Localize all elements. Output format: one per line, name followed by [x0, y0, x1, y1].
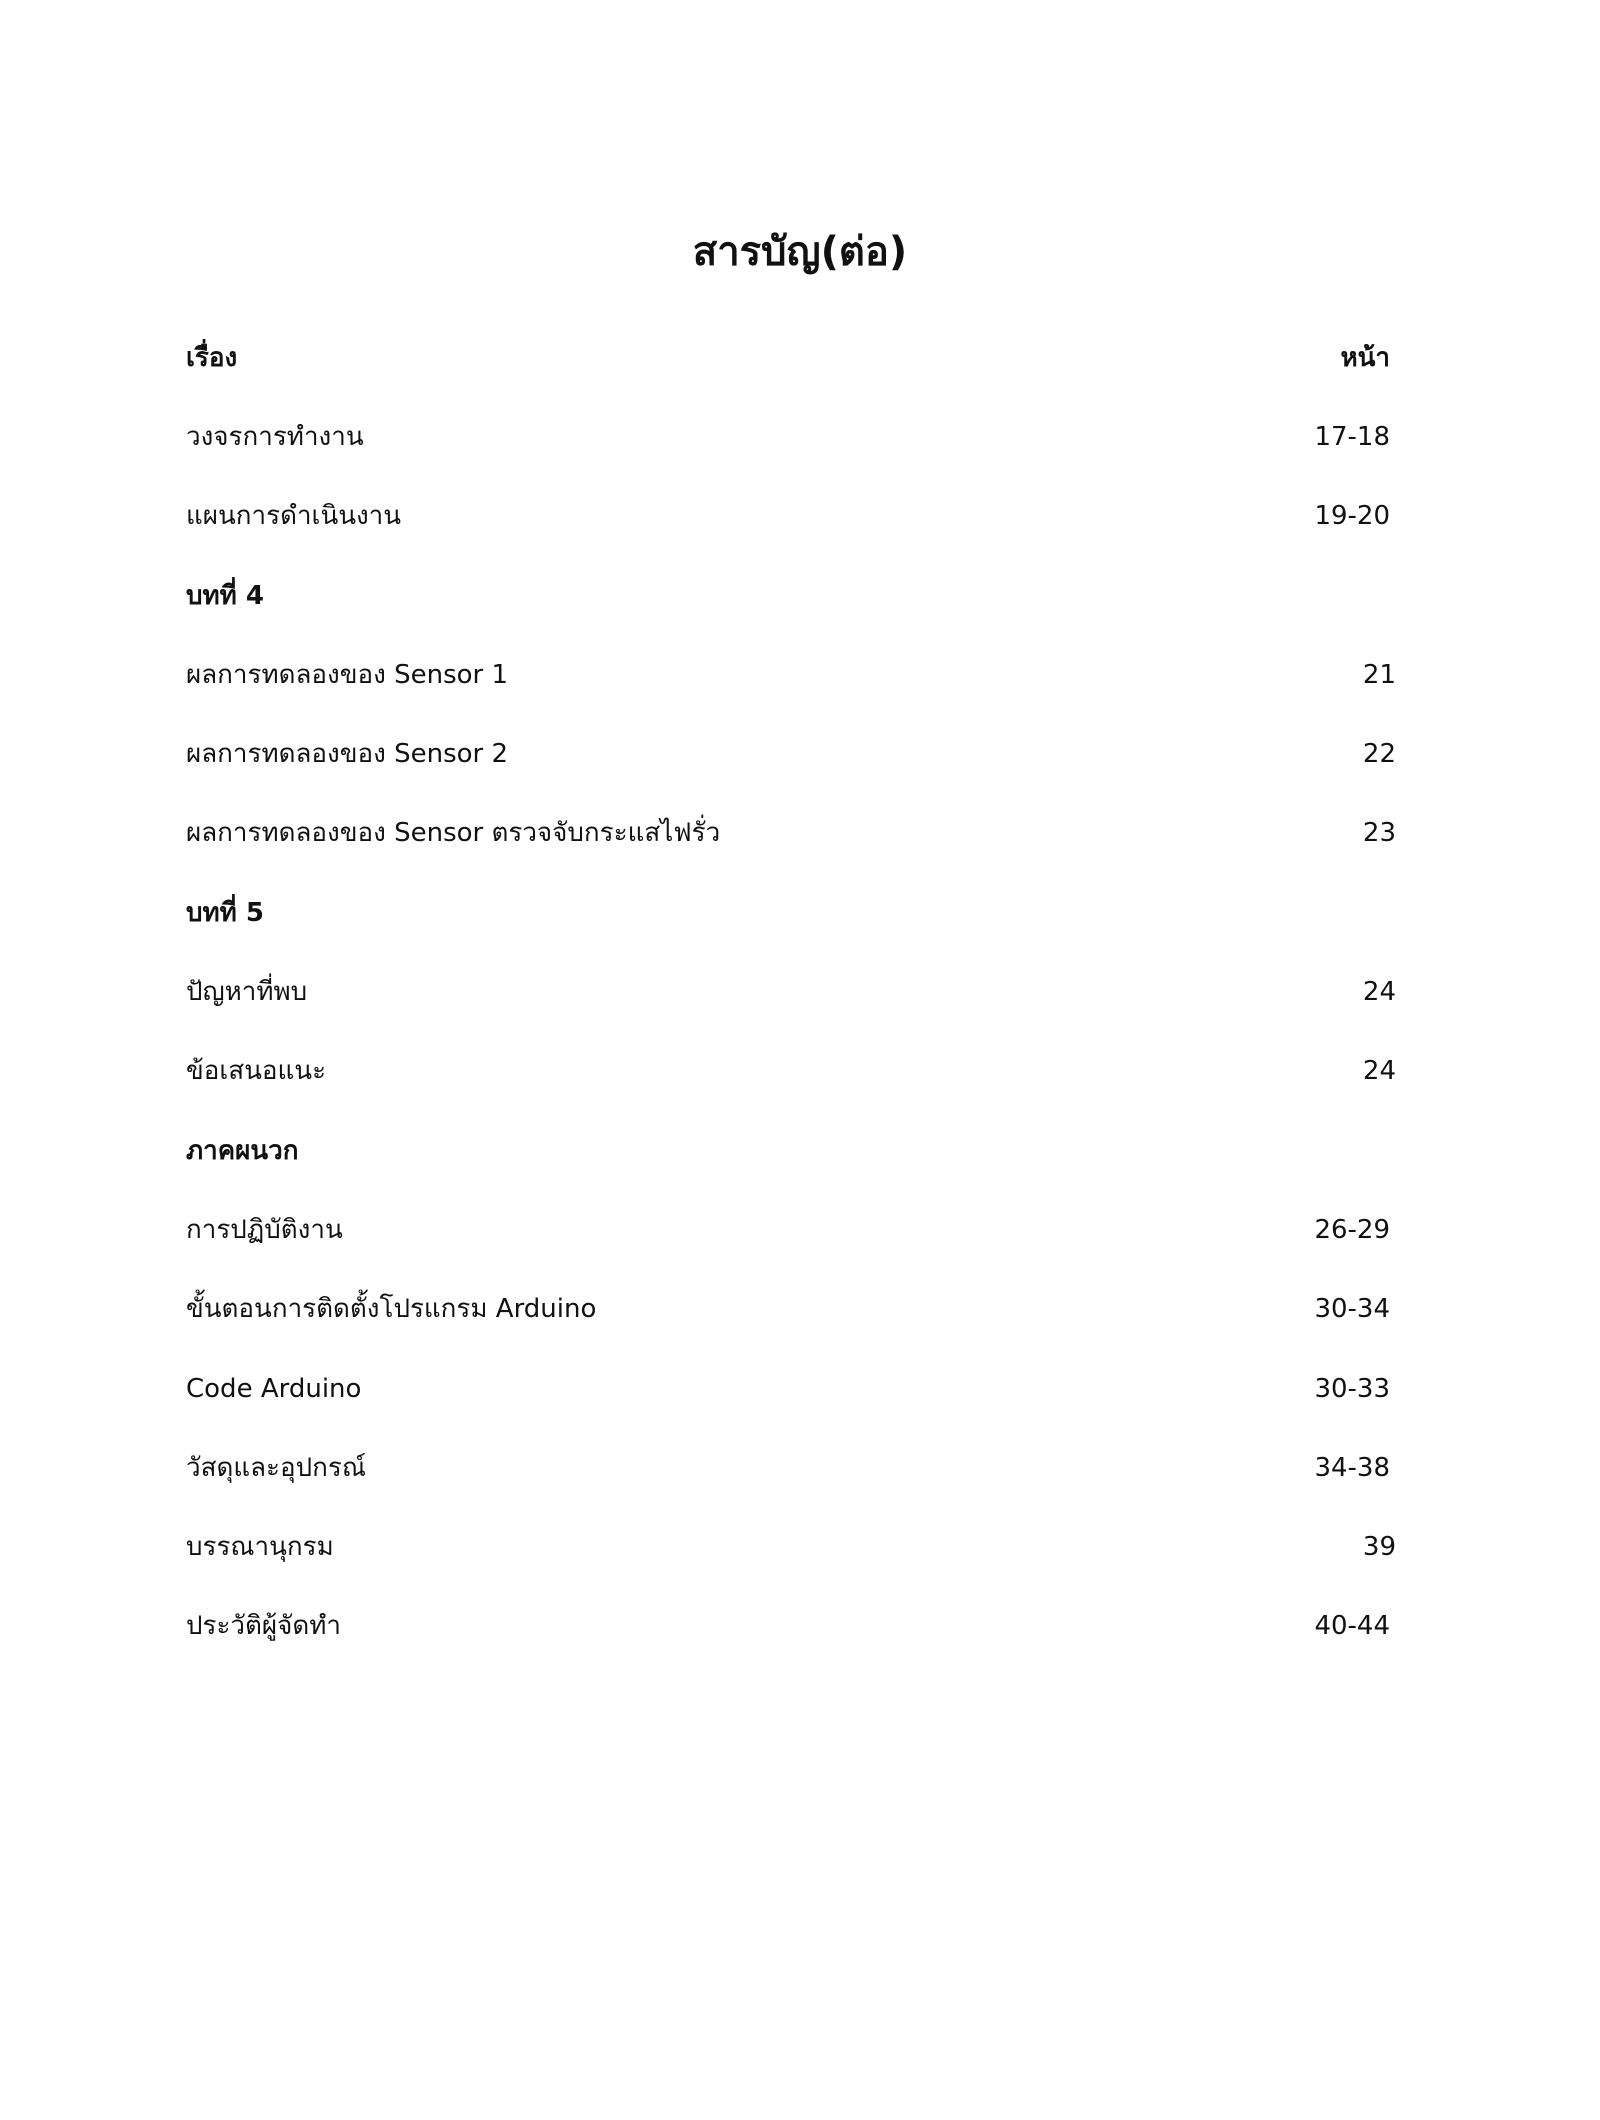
toc-entry: [186, 1428, 1396, 1507]
toc-entry-label: ผลการทดลองของ Sensor ตรวจจับกระแสไฟรั่ว: [186, 818, 721, 849]
table-of-contents: [186, 318, 1396, 1666]
toc-entry: [186, 1032, 1396, 1111]
toc-entry-label: Code Arduino: [186, 1373, 362, 1404]
toc-entry: [186, 714, 1396, 793]
chapter-heading: [186, 873, 1396, 952]
chapter-heading-label: บทที่ 5: [186, 897, 264, 928]
toc-entry-page: 24: [1362, 1056, 1396, 1087]
toc-entry-page: 19-20: [1314, 501, 1390, 532]
toc-entry-label: ปัญหาที่พบ: [186, 977, 308, 1008]
page-column-label: หน้า: [1340, 342, 1390, 373]
toc-entry-page: 21: [1362, 659, 1396, 690]
toc-entry-label: ผลการทดลองของ Sensor 2: [186, 739, 509, 770]
toc-entry-page: 22: [1362, 739, 1396, 770]
toc-entry-page: 17-18: [1314, 421, 1390, 452]
toc-entry-page: 26-29: [1314, 1214, 1390, 1245]
chapter-heading-label: บทที่ 4: [186, 580, 264, 611]
toc-entry: [186, 477, 1396, 556]
toc-entry: [186, 1349, 1396, 1428]
toc-entry-label: ผลการทดลองของ Sensor 1: [186, 659, 509, 690]
toc-entry-page: 23: [1362, 818, 1396, 849]
toc-header-row: [186, 318, 1396, 397]
toc-entry: [186, 1270, 1396, 1349]
toc-entry-page: 30-33: [1314, 1373, 1390, 1404]
page-title: สารบัญ(ต่อ): [692, 229, 908, 275]
chapter-heading-label: ภาคผนวก: [186, 1135, 299, 1166]
toc-entry: [186, 1507, 1396, 1586]
toc-entry-label: วัสดุและอุปกรณ์: [186, 1452, 366, 1483]
toc-entry: [186, 1190, 1396, 1269]
toc-entry: [186, 794, 1396, 873]
toc-entry-label: แผนการดำเนินงาน: [186, 501, 402, 532]
toc-entry: [186, 1587, 1396, 1666]
toc-entry: [186, 397, 1396, 476]
toc-entry: [186, 952, 1396, 1031]
toc-entry-page: 24: [1362, 977, 1396, 1008]
toc-entry-page: 34-38: [1314, 1452, 1390, 1483]
toc-entry-label: วงจรการทำงาน: [186, 421, 364, 452]
toc-entry-label: ข้อเสนอแนะ: [186, 1056, 327, 1087]
subject-column-label: เรื่อง: [186, 342, 238, 373]
toc-entry-page: 40-44: [1314, 1611, 1390, 1642]
toc-entry-label: บรรณานุกรม: [186, 1532, 334, 1563]
toc-entry-label: ประวัติผู้จัดทำ: [186, 1611, 342, 1642]
toc-entry-page: 39: [1362, 1532, 1396, 1563]
chapter-heading: [186, 1111, 1396, 1190]
toc-entry-page: 30-34: [1314, 1294, 1390, 1325]
toc-entry: [186, 635, 1396, 714]
toc-entry-label: ขั้นตอนการติดตั้งโปรแกรม Arduino: [186, 1294, 597, 1325]
chapter-heading: [186, 556, 1396, 635]
toc-entry-label: การปฏิบัติงาน: [186, 1214, 343, 1245]
